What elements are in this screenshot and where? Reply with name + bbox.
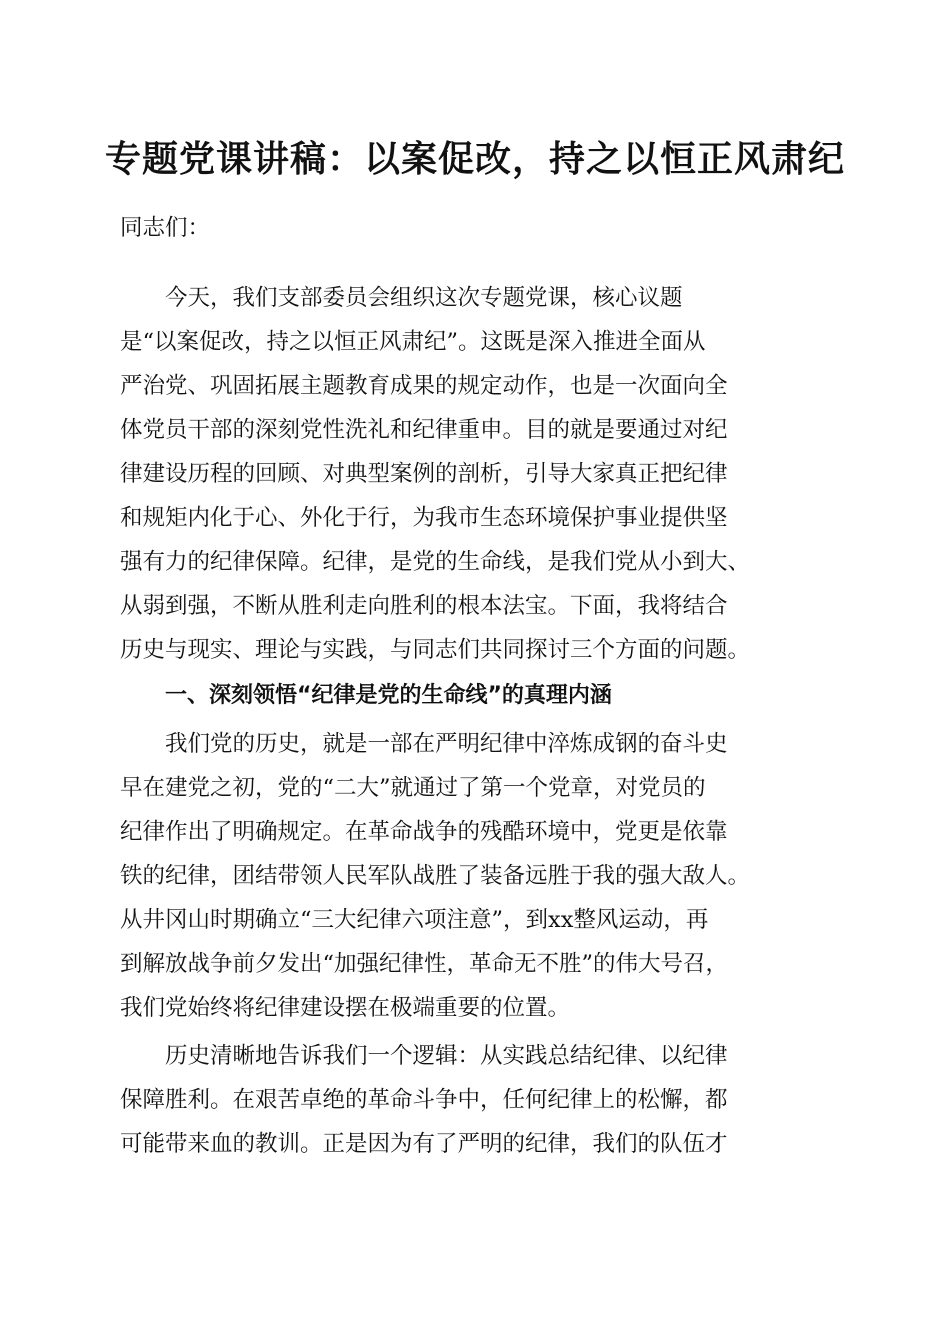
- paragraph-line: 早在建党之初，党的“二大”就通过了第一个党章，对党员的: [120, 775, 706, 801]
- paragraph-line: 可能带来血的教训。正是因为有了严明的纪律，我们的队伍才: [120, 1131, 728, 1157]
- paragraph-line: 今天，我们支部委员会组织这次专题党课，核心议题: [165, 285, 683, 311]
- paragraph-1: [120, 276, 832, 672]
- paragraph-line: 从井冈山时期确立“三大纪律六项注意”，到xx整风运动，再: [120, 907, 709, 933]
- paragraph-3: [120, 1034, 832, 1166]
- paragraph-line: 是“以案促改，持之以恒正风肃纪”。这既是深入推进全面从: [120, 329, 706, 355]
- paragraph-line: 严治党、巩固拓展主题教育成果的规定动作，也是一次面向全: [120, 373, 728, 399]
- paragraph-line: 强有力的纪律保障。纪律，是党的生命线，是我们党从小到大、: [120, 549, 751, 575]
- paragraph-line: 历史与现实、理论与实践，与同志们共同探讨三个方面的问题。: [120, 637, 751, 663]
- paragraph-line: 纪律作出了明确规定。在革命战争的残酷环境中，党更是依靠: [120, 819, 728, 845]
- paragraph-line: 和规矩内化于心、外化于行，为我市生态环境保护事业提供坚: [120, 505, 728, 531]
- paragraph-line: 体党员干部的深刻党性洗礼和纪律重申。目的就是要通过对纪: [120, 417, 728, 443]
- paragraph-line: 铁的纪律，团结带领人民军队战胜了装备远胜于我的强大敌人。: [120, 863, 751, 889]
- paragraph-line: 从弱到强，不断从胜利走向胜利的根本法宝。下面，我将结合: [120, 593, 728, 619]
- paragraph-line: 律建设历程的回顾、对典型案例的剖析，引导大家真正把纪律: [120, 461, 728, 487]
- paragraph-line: 到解放战争前夕发出“加强纪律性，革命无不胜”的伟大号召，: [120, 951, 729, 977]
- paragraph-line: 历史清晰地告诉我们一个逻辑：从实践总结纪律、以纪律: [165, 1043, 728, 1069]
- section-heading-text: 一、深刻领悟“纪律是党的生命线”的真理内涵: [165, 683, 612, 708]
- paragraph-line: 我们党的历史，就是一部在严明纪律中淬炼成钢的奋斗史: [165, 731, 728, 757]
- section-heading-1: [120, 674, 832, 718]
- paragraph-line: 我们党始终将纪律建设摆在极端重要的位置。: [120, 995, 571, 1021]
- paragraph-2: [120, 722, 832, 1030]
- document-title: 专题党课讲稿：以案促改，持之以恒正风肃纪: [104, 138, 845, 180]
- greeting: 同志们：: [120, 215, 211, 241]
- paragraph-line: 保障胜利。在艰苦卓绝的革命斗争中，任何纪律上的松懈，都: [120, 1087, 728, 1113]
